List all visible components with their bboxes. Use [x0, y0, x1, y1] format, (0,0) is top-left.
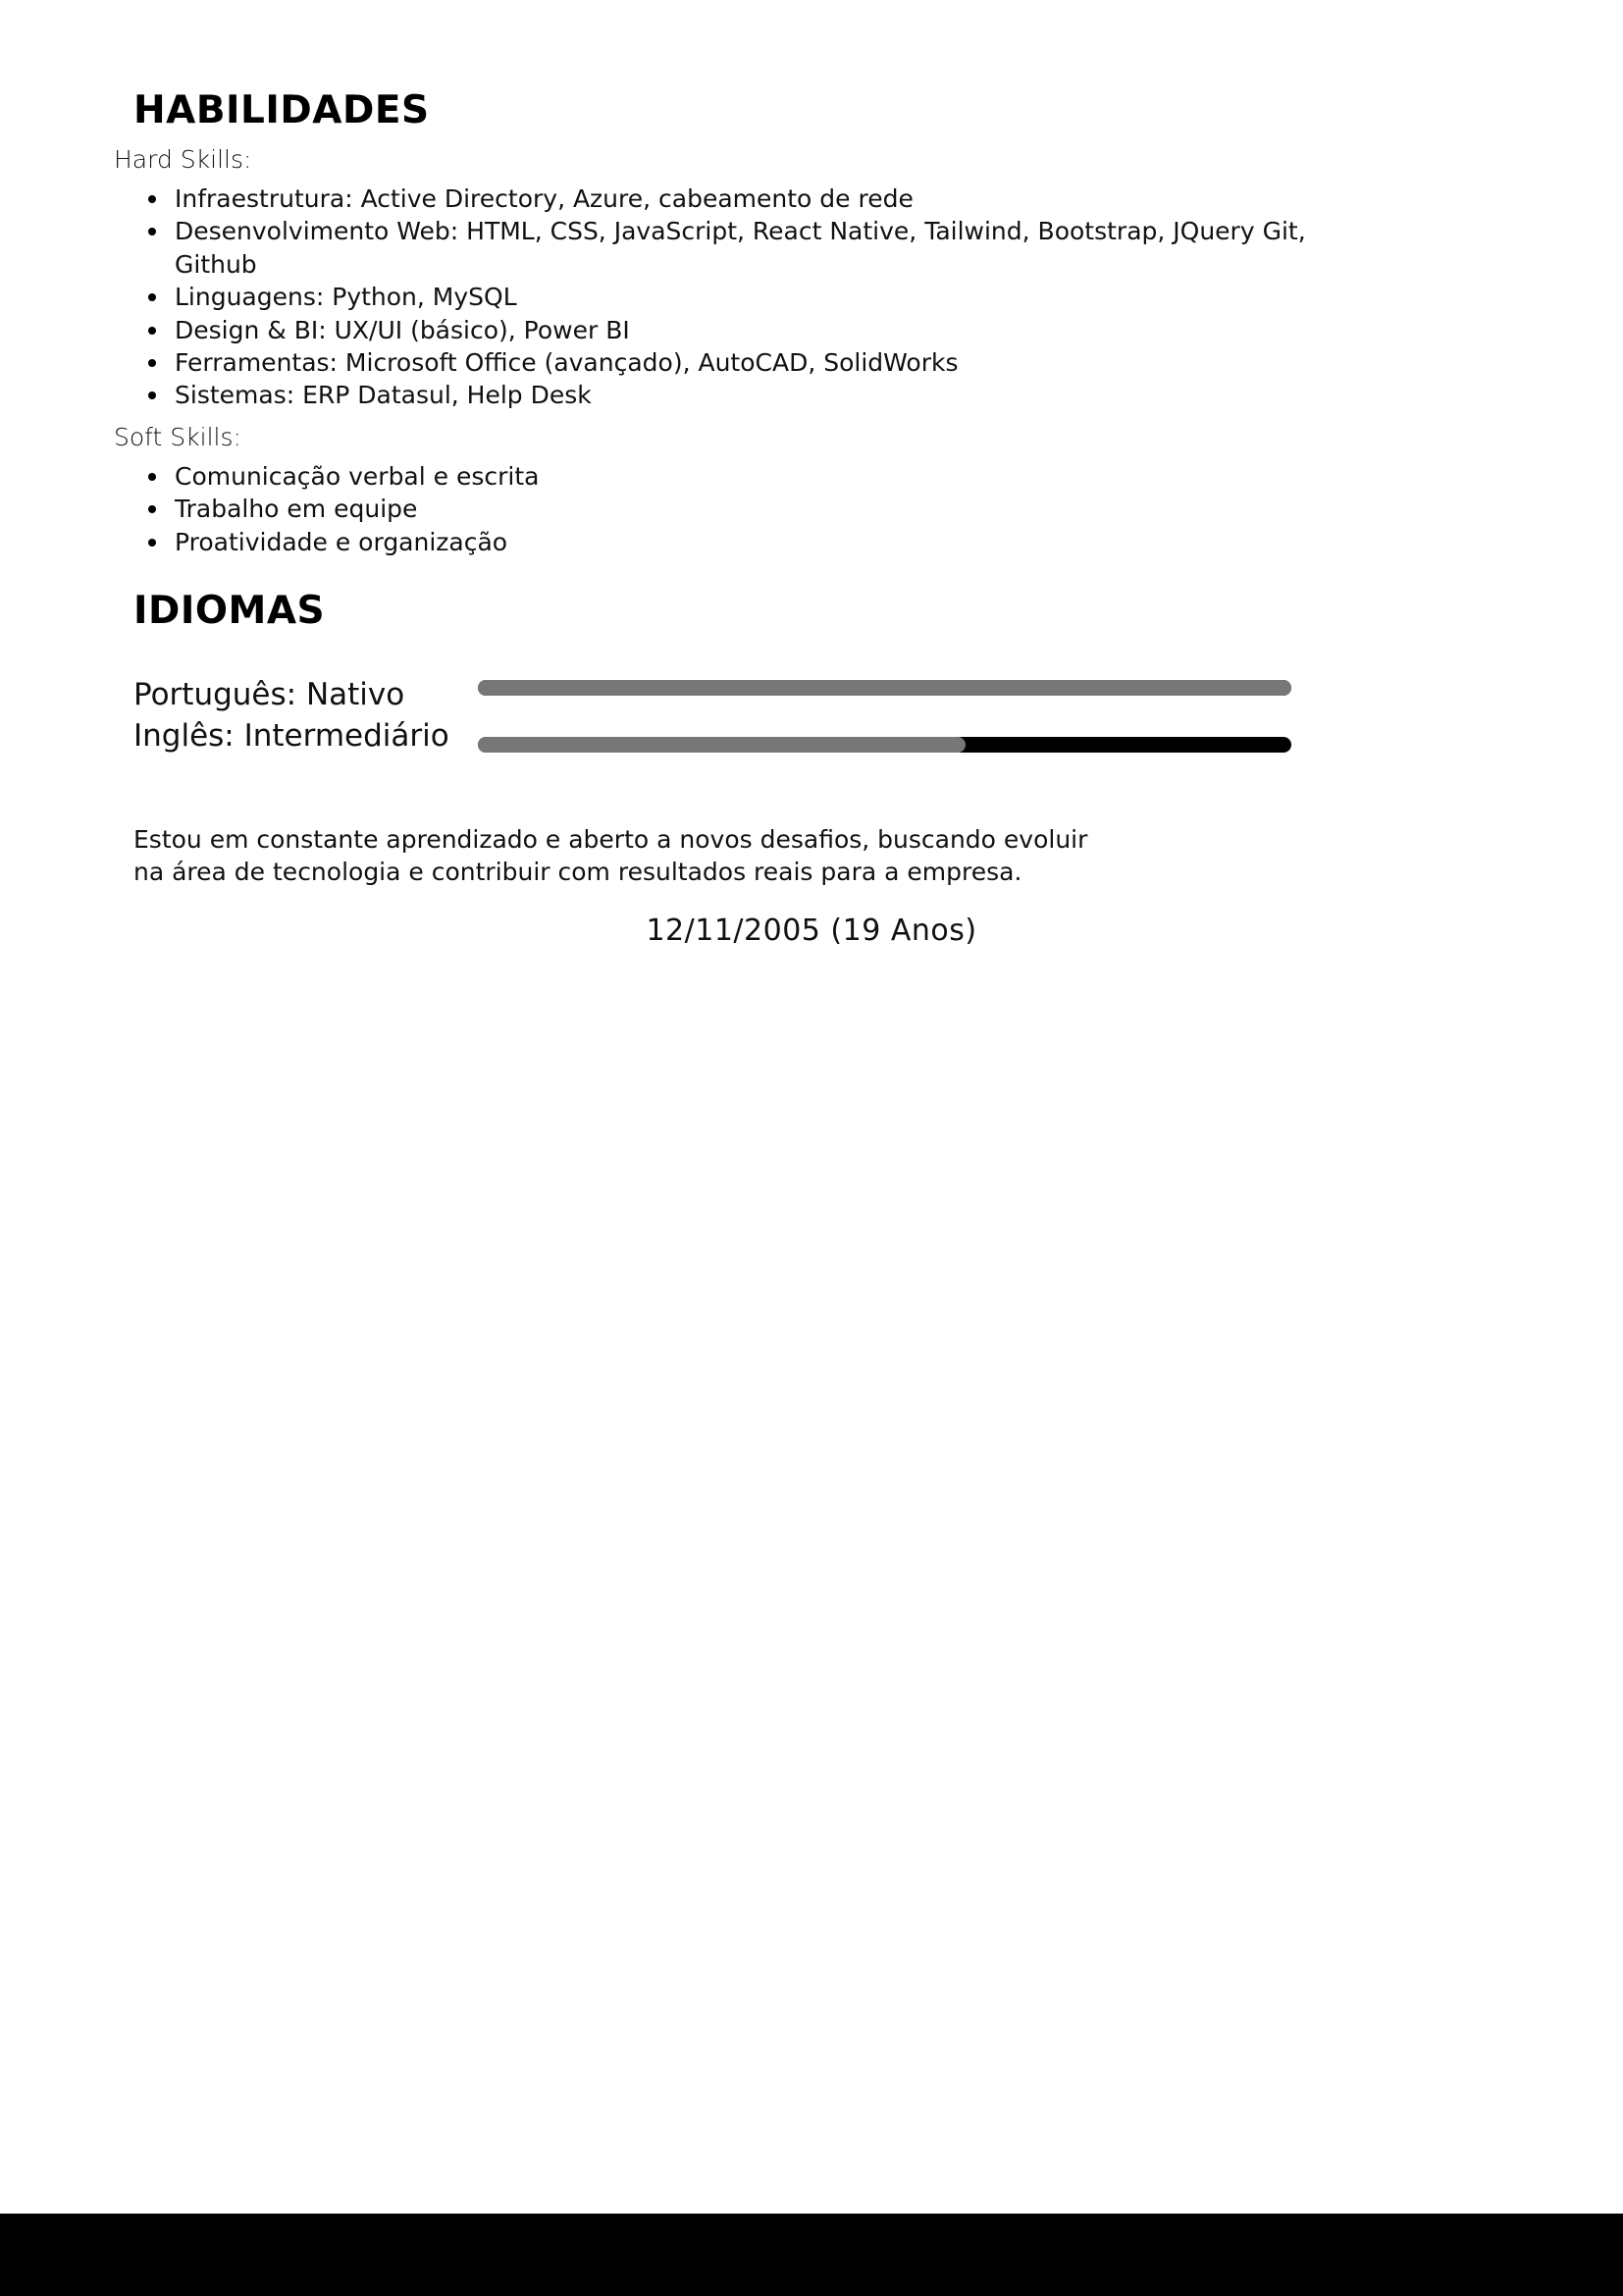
soft-skill-item: Trabalho em equipe	[175, 493, 1372, 525]
closing-line: Estou em constante aprendizado e aberto a novos desafios, buscando evoluir	[133, 825, 1088, 854]
language-level-bar	[478, 680, 1291, 696]
soft-skill-item: Comunicação verbal e escrita	[175, 460, 1372, 493]
skills-heading: HABILIDADES	[133, 88, 430, 132]
hard-skill-item: Linguagens: Python, MySQL	[175, 281, 1372, 313]
footer-band	[0, 2214, 1623, 2296]
closing-statement	[133, 823, 1213, 889]
hard-skills-list	[145, 183, 1372, 412]
language-level-fill	[478, 680, 1291, 696]
hard-skills-label: Hard Skills:	[114, 145, 252, 174]
soft-skills-list	[145, 460, 1372, 558]
language-label: Português: Nativo	[133, 677, 405, 712]
birth-date: 12/11/2005 (19 Anos)	[646, 913, 977, 948]
languages-heading: IDIOMAS	[133, 589, 326, 633]
hard-skill-item: Design & BI: UX/UI (básico), Power BI	[175, 314, 1372, 346]
hard-skill-item: Ferramentas: Microsoft Office (avançado), AutoCAD, SolidWorks	[175, 346, 1372, 379]
language-row-english	[133, 718, 1291, 764]
soft-skill-item: Proatividade e organização	[175, 526, 1372, 558]
language-row-portuguese	[133, 677, 1291, 723]
hard-skill-item: Desenvolvimento Web: HTML, CSS, JavaScript, React Native, Tailwind, Bootstrap, JQuery Git, Github	[175, 215, 1372, 281]
hard-skill-item: Sistemas: ERP Datasul, Help Desk	[175, 379, 1372, 411]
hard-skill-item: Infraestrutura: Active Directory, Azure, cabeamento de rede	[175, 183, 1372, 215]
language-label: Inglês: Intermediário	[133, 718, 449, 754]
closing-line: na área de tecnologia e contribuir com resultados reais para a empresa.	[133, 858, 1022, 887]
language-level-fill	[478, 737, 966, 753]
language-level-bar	[478, 737, 1291, 753]
soft-skills-label: Soft Skills:	[114, 423, 241, 451]
